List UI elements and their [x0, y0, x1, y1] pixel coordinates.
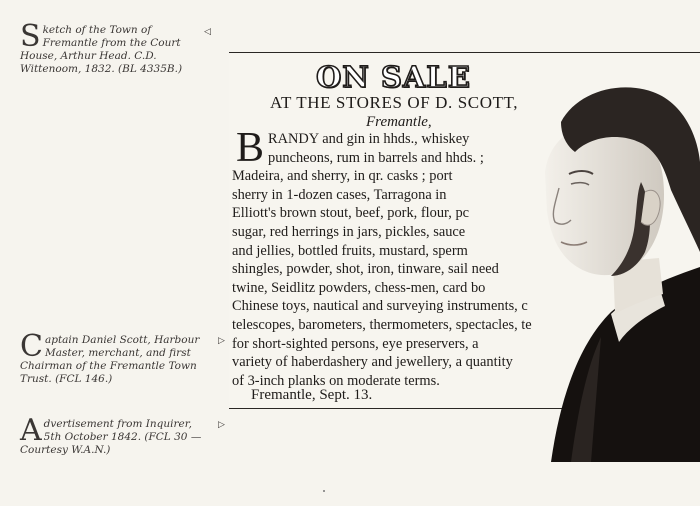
- caption-initial: C: [20, 329, 43, 364]
- caption-text: ketch of the Town of Fremantle from the Court House, Arthur Head. C.D. Wittenoom, 1832. (BL 4335B.): [20, 24, 183, 75]
- caption-text: dvertisement from Inquirer, 5th October 1842. (FCL 30 — Courtesy W.A.N.): [20, 418, 202, 456]
- advert-line: shingles, powder, shot, iron, tinware, sail need: [232, 261, 499, 278]
- pointer-right-icon: ▷: [218, 336, 225, 346]
- advert-line: variety of haberdashery and jewellery, a quantity: [232, 354, 513, 371]
- advert-line: Madeira, and sherry, in qr. casks ; port: [232, 168, 453, 185]
- caption-captain: [20, 329, 205, 386]
- advert-place: Fremantle,: [366, 114, 432, 130]
- advert-signoff: Fremantle, Sept. 13.: [251, 387, 373, 403]
- caption-text: aptain Daniel Scott, Harbour Master, merchant, and first Chairman of the Fremantle Town Trust. (FCL 146.): [20, 334, 200, 385]
- advert-line: twine, Seidlitz powders, chess-men, card bo: [232, 279, 486, 296]
- caption-initial: S: [20, 19, 41, 54]
- advert-stores: AT THE STORES OF D. SCOTT,: [270, 93, 519, 112]
- advert-line: sherry in 1-dozen cases, Tarragona in: [232, 186, 447, 203]
- caption-advert: [20, 413, 205, 457]
- pointer-right-icon: ▷: [218, 420, 225, 430]
- advert-line: puncheons, rum in barrels and hhds. ;: [268, 149, 484, 166]
- advert-drop-initial: B: [236, 125, 265, 171]
- caption-sketch: [20, 19, 205, 76]
- clipping-bottom-rule: [229, 408, 562, 409]
- advert-line: for short-sighted persons, eye preservers, a: [232, 335, 479, 352]
- advert-line: and jellies, bottled fruits, mustard, sperm: [232, 242, 468, 259]
- advert-line: Elliott's brown stout, beef, pork, flour, pc: [232, 205, 470, 222]
- pointer-left-icon: ◁: [204, 27, 211, 37]
- page-mark: [323, 490, 325, 492]
- advert-line: of 3-inch planks on moderate terms.: [232, 372, 440, 389]
- advert-line: Chinese toys, nautical and surveying instruments, c: [232, 298, 528, 315]
- advert-line: sugar, red herrings in jars, pickles, sauce: [232, 223, 466, 240]
- portrait-image: [541, 62, 700, 462]
- advert-line: RANDY and gin in hhds., whiskey: [268, 131, 470, 147]
- caption-initial: A: [20, 413, 42, 448]
- advert-heading: ON SALE: [316, 60, 471, 94]
- advert-line: telescopes, barometers, thermometers, spectacles, te: [232, 316, 532, 333]
